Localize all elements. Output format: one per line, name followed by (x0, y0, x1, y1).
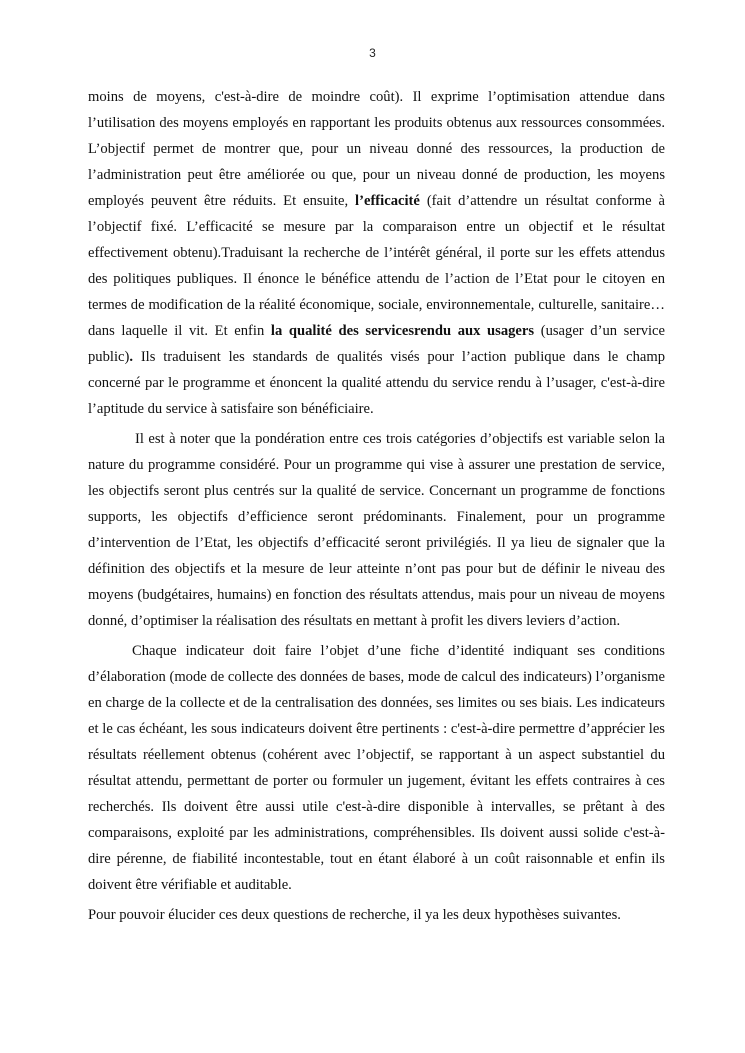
paragraph-text: moins de moyens, c'est-à-dire de moindre coût). Il exprime l’optimisation attendue dans l’utilisation des moyens employés en rapportant les produits obtenus aux ressources consommées. L’objectif permet de montrer que, pour un niveau donné des ressources, la production de l’administration peut être améliorée ou que, pour un niveau donné de production, les moyens employés peuvent être réduits. Et ensuite, (88, 89, 665, 209)
paragraph-hypotheses-intro: Pour pouvoir élucider ces deux questions de recherche, il ya les deux hypothèses suivantes. (88, 907, 621, 923)
page-number: 3 (369, 46, 376, 60)
bold-term-qualite-services: la qualité des servicesrendu aux usagers (270, 323, 535, 339)
document-body (88, 84, 665, 928)
paragraph-efficiency-effectiveness-quality (88, 84, 665, 422)
paragraph-text: (fait d’attendre un résultat conforme à l’objectif fixé. L’efficacité se mesure par la comparaison entre un objectif et le résultat effectivement obtenu).Traduisant la recherche de l’intérêt général, il porte sur les effets attendus des politiques publiques. Il énonce le bénéfice attendu de l’action de l’Etat pour le citoyen en termes de modification de la réalité économique, sociale, environnementale, culturelle, sanitaire…dans laquelle il vit. Et enfin (88, 193, 665, 339)
paragraph-weighting-objectives: Il est à noter que la pondération entre ces trois catégories d’objectifs est variable selon la nature du programme considéré. Pour un programme qui vise à assurer une prestation de service, les objectifs seront plus centrés sur la qualité de service. Concernant un programme de fonctions supports, les objectifs d’efficience seront prédominants. Finalement, pour un programme d’intervention de l’Etat, les objectifs d’efficacité seront privilégiés. Il ya lieu de signaler que la définition des objectifs et la mesure de leur atteinte n’ont pas pour but de définir le niveau des moyens (budgétaires, humains) en fonction des résultats attendus, mais pour un niveau de moyens donné, d’optimiser la réalisation des résultats en mettant à profit les divers leviers d’action. (88, 431, 665, 629)
bold-period: . (129, 349, 133, 365)
paragraph-indicator-requirements: Chaque indicateur doit faire l’objet d’une fiche d’identité indiquant ses conditions d’élaboration (mode de collecte des données de bases, mode de calcul des indicateurs) l’organisme en charge de la collecte et de la centralisation des données, ses limites ou ses biais. Les indicateurs et le cas échéant, les sous indicateurs doivent être pertinents : c'est-à-dire permettre d’apprécier les résultats réellement obtenus (cohérent avec l’objectif, se rapportant à un aspect substantiel du résultat attendu, permettant de porter ou formuler un jugement, évitant les effets contraires à ces recherchés. Ils doivent être aussi utile c'est-à-dire disponible à intervalles, se prêtant à des comparaisons, exploité par les administrations, compréhensibles. Ils doivent aussi solide c'est-à-dire pérenne, de fiabilité incontestable, tout en étant élaboré à un coût raisonnable et enfin ils doivent être vérifiable et auditable. (88, 643, 665, 893)
paragraph-text: (usager d’un service public) (88, 323, 666, 365)
paragraph-text: Ils traduisent les standards de qualités visés pour l’action publique dans le champ concerné par le programme et énoncent la qualité attendu du service rendu à l’usager, c'est-à-dire l’aptitude du service à satisfaire son bénéficiaire. (88, 349, 665, 417)
bold-term-efficacite: l’efficacité (355, 193, 420, 209)
